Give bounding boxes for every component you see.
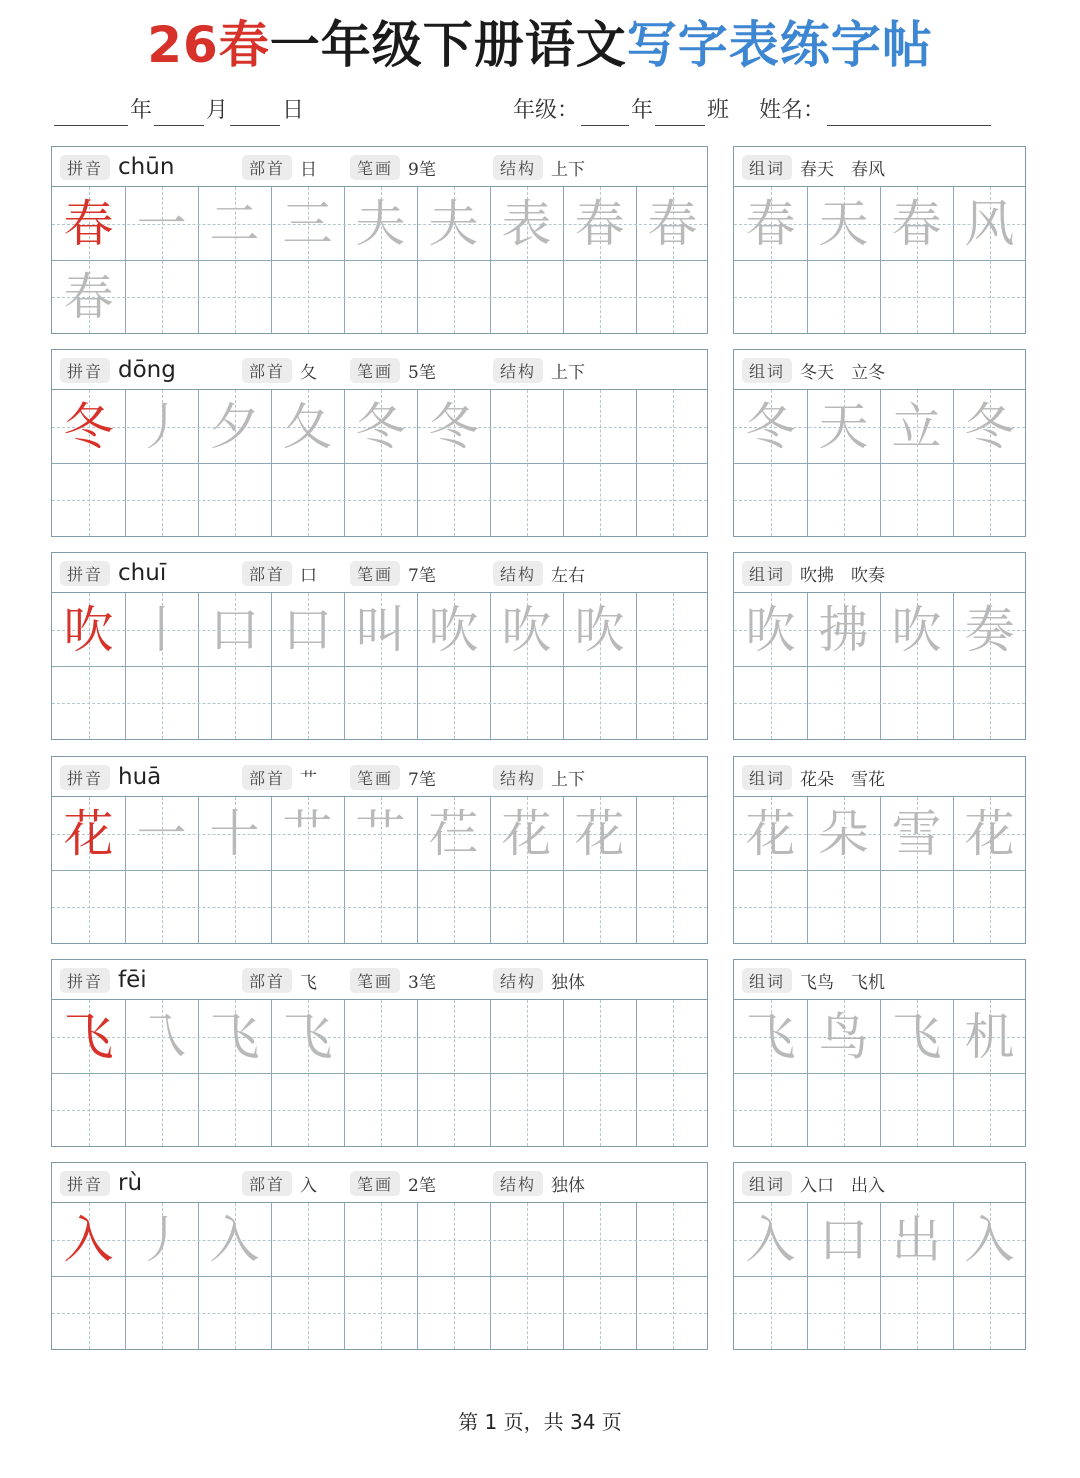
words-label: 组词: [742, 1171, 792, 1196]
grid-guide: [600, 1203, 601, 1349]
stroke-step: 花: [574, 804, 625, 863]
radical-value: 日: [300, 159, 318, 180]
pinyin-value: rù: [118, 1170, 143, 1196]
grid-line: [52, 1073, 707, 1074]
practice-grid: [52, 1203, 707, 1349]
words: [742, 147, 885, 187]
word-character: 雪: [891, 804, 942, 863]
radical-value: 夂: [300, 362, 318, 383]
structure-value: 独体: [551, 1175, 586, 1196]
words-header: [734, 1163, 1025, 1203]
page-footer: 第 1 页，共 34 页: [458, 1410, 622, 1434]
grid-guide: [454, 1203, 455, 1349]
grid-guide: [308, 1203, 309, 1349]
structure-label: 结构: [493, 155, 543, 180]
radical-value: 飞: [300, 972, 318, 993]
stroke-step: 春: [574, 194, 625, 253]
structure-value: 上下: [551, 362, 586, 383]
words: [742, 757, 885, 797]
char-panel-6: [51, 1162, 708, 1350]
grid-guide: [381, 1000, 382, 1146]
stroke-step: 丿: [136, 397, 187, 456]
stroke-step: 十: [209, 804, 260, 863]
radical: [242, 147, 317, 187]
date-line: [52, 96, 304, 126]
strokes: [350, 1163, 436, 1203]
model-character: 春: [63, 194, 114, 253]
char-panel-1: [51, 146, 708, 334]
words-label: 组词: [742, 968, 792, 993]
word-character: 吹: [745, 600, 796, 659]
stroke-step: 夂: [282, 397, 333, 456]
stroke-step: 冬: [355, 397, 406, 456]
words-label: 组词: [742, 561, 792, 586]
grid-line: [52, 463, 707, 464]
pinyin: [60, 960, 147, 1000]
grid-line: [52, 1276, 707, 1277]
grid-guide: [734, 297, 1025, 298]
radical-value: 入: [300, 1175, 318, 1196]
grid-line: [734, 870, 1025, 871]
strokes-value: 7笔: [408, 565, 436, 586]
structure-label: 结构: [493, 968, 543, 993]
stroke-step: 一: [136, 804, 187, 863]
radical-label: 部首: [242, 561, 292, 586]
grid-guide: [454, 1000, 455, 1146]
word-character: 入: [964, 1210, 1015, 1269]
grid-guide: [527, 1000, 528, 1146]
stroke-step: 二: [209, 194, 260, 253]
words-panel-6: [733, 1162, 1026, 1350]
pinyin: [60, 147, 174, 187]
word-character: 飞: [891, 1007, 942, 1066]
stroke-step: 夫: [428, 194, 479, 253]
words-grid: [734, 797, 1025, 943]
pinyin-label: 拼音: [60, 1171, 110, 1196]
grid-guide: [52, 1313, 707, 1314]
radical: [242, 350, 317, 390]
stroke-step: 三: [282, 194, 333, 253]
pinyin: [60, 1163, 142, 1203]
grade-label: 年级：: [513, 98, 580, 123]
words-panel-3: [733, 552, 1026, 740]
stroke-step: 表: [501, 194, 552, 253]
words-panel-1: [733, 146, 1026, 334]
structure-value: 上下: [551, 159, 586, 180]
words-grid: [734, 593, 1025, 739]
grid-guide: [600, 390, 601, 536]
word-character: 立: [891, 397, 942, 456]
stroke-step: 口: [282, 600, 333, 659]
words-label: 组词: [742, 155, 792, 180]
grid-guide: [734, 1313, 1025, 1314]
title-red-part: 26春: [147, 16, 270, 74]
class-unit: 班: [707, 98, 730, 123]
pinyin: [60, 757, 161, 797]
structure-value: 独体: [551, 972, 586, 993]
word-character: 口: [818, 1210, 869, 1269]
pinyin: [60, 350, 176, 390]
grid-guide: [52, 907, 707, 908]
stroke-step: 吹: [501, 600, 552, 659]
pinyin-value: chuī: [118, 560, 167, 586]
grid-guide: [52, 297, 707, 298]
year-label: 年: [130, 98, 153, 123]
word-character: 机: [964, 1007, 1015, 1066]
stroke-step: 叫: [355, 600, 406, 659]
word-character: 冬: [964, 397, 1015, 456]
pinyin-value: dōng: [118, 357, 176, 383]
stroke-step: 艹: [355, 804, 406, 863]
words-value: 春天 春风: [800, 159, 886, 180]
stroke-step: 丿: [136, 1210, 187, 1269]
word-character: 花: [745, 804, 796, 863]
char-header: [52, 147, 707, 187]
radical: [242, 960, 317, 1000]
stroke-step: 飞: [282, 1007, 333, 1066]
model-character: 花: [63, 804, 114, 863]
strokes-value: 5笔: [408, 362, 436, 383]
grid-line: [52, 260, 707, 261]
words-value: 花朵 雪花: [800, 769, 886, 790]
grid-guide: [600, 1000, 601, 1146]
word-character: 出: [891, 1210, 942, 1269]
radical-value: 口: [300, 565, 318, 586]
model-character: 入: [63, 1210, 114, 1269]
radical-value: 艹: [300, 769, 318, 790]
radical: [242, 553, 317, 593]
radical: [242, 757, 317, 797]
strokes-label: 笔画: [350, 358, 400, 383]
stroke-step: 芢: [428, 804, 479, 863]
radical-label: 部首: [242, 1171, 292, 1196]
class-blank[interactable]: [655, 103, 705, 126]
grid-guide: [673, 797, 674, 943]
name-label: 姓名：: [759, 98, 826, 123]
structure: [493, 553, 585, 593]
stroke-step: 艹: [282, 804, 333, 863]
word-character: 冬: [745, 397, 796, 456]
stroke-step: 吹: [428, 600, 479, 659]
practice-grid: [52, 390, 707, 536]
radical-label: 部首: [242, 358, 292, 383]
strokes-value: 7笔: [408, 769, 436, 790]
pinyin-label: 拼音: [60, 968, 110, 993]
words-grid: [734, 390, 1025, 536]
char-header: [52, 757, 707, 797]
grade-unit: 年: [631, 98, 654, 123]
pinyin-label: 拼音: [60, 155, 110, 180]
words-label: 组词: [742, 358, 792, 383]
grid-guide: [52, 1110, 707, 1111]
word-character: 花: [964, 804, 1015, 863]
words: [742, 553, 885, 593]
grid-guide: [734, 703, 1025, 704]
words-value: 冬天 立冬: [800, 362, 886, 383]
words: [742, 960, 885, 1000]
word-character: 天: [818, 397, 869, 456]
grid-guide: [527, 1203, 528, 1349]
word-character: 拂: [818, 600, 869, 659]
radical-label: 部首: [242, 155, 292, 180]
stroke-step: 春: [647, 194, 698, 253]
words: [742, 350, 885, 390]
words-header: [734, 147, 1025, 187]
year-blank[interactable]: [54, 103, 128, 126]
grid-guide: [52, 500, 707, 501]
stroke-step: 吹: [574, 600, 625, 659]
month-label: 月: [206, 98, 229, 123]
structure-value: 左右: [551, 565, 586, 586]
grid-guide: [381, 1203, 382, 1349]
structure: [493, 960, 585, 1000]
words-value: 吹拂 吹奏: [800, 565, 886, 586]
grid-guide: [52, 703, 707, 704]
words-panel-5: [733, 959, 1026, 1147]
practice-grid: [52, 593, 707, 739]
word-character: 奏: [964, 600, 1015, 659]
grid-guide: [673, 593, 674, 739]
structure-value: 上下: [551, 769, 586, 790]
pinyin-label: 拼音: [60, 561, 110, 586]
stroke-step: 口: [209, 600, 260, 659]
words-grid: [734, 187, 1025, 333]
grid-line: [734, 1276, 1025, 1277]
grid-line: [52, 870, 707, 871]
month-blank[interactable]: [154, 103, 204, 126]
words-header: [734, 350, 1025, 390]
pinyin-label: 拼音: [60, 765, 110, 790]
grid-guide: [734, 907, 1025, 908]
structure: [493, 147, 585, 187]
stroke-step: 入: [209, 1210, 260, 1269]
char-header: [52, 350, 707, 390]
structure-label: 结构: [493, 765, 543, 790]
words-grid: [734, 1000, 1025, 1146]
practice-grid: [52, 187, 707, 333]
stroke-step: 夕: [209, 397, 260, 456]
stroke-step: 乁: [136, 1007, 187, 1066]
words-value: 飞鸟 飞机: [800, 972, 886, 993]
stroke-step: 春: [63, 267, 114, 326]
grid-line: [734, 1073, 1025, 1074]
char-panel-4: [51, 756, 708, 944]
strokes-value: 9笔: [408, 159, 436, 180]
char-panel-2: [51, 349, 708, 537]
stroke-step: 飞: [209, 1007, 260, 1066]
words: [742, 1163, 885, 1203]
word-character: 飞: [745, 1007, 796, 1066]
strokes-label: 笔画: [350, 155, 400, 180]
strokes-value: 3笔: [408, 972, 436, 993]
grid-guide: [673, 1000, 674, 1146]
pinyin-value: huā: [118, 764, 162, 790]
stroke-step: 冬: [428, 397, 479, 456]
words-header: [734, 553, 1025, 593]
structure: [493, 757, 585, 797]
stroke-step: 夫: [355, 194, 406, 253]
model-character: 吹: [63, 600, 114, 659]
pinyin-value: chūn: [118, 154, 175, 180]
words-header: [734, 960, 1025, 1000]
char-header: [52, 960, 707, 1000]
strokes-label: 笔画: [350, 968, 400, 993]
grid-line: [52, 666, 707, 667]
word-character: 鸟: [818, 1007, 869, 1066]
words-panel-2: [733, 349, 1026, 537]
grid-line: [734, 463, 1025, 464]
practice-grid: [52, 797, 707, 943]
strokes: [350, 147, 436, 187]
structure: [493, 350, 585, 390]
strokes-label: 笔画: [350, 561, 400, 586]
word-character: 春: [891, 194, 942, 253]
grid-guide: [673, 1203, 674, 1349]
pinyin-label: 拼音: [60, 358, 110, 383]
word-character: 风: [964, 194, 1015, 253]
word-character: 春: [745, 194, 796, 253]
strokes-label: 笔画: [350, 765, 400, 790]
words-value: 入口 出入: [800, 1175, 886, 1196]
word-character: 天: [818, 194, 869, 253]
words-panel-4: [733, 756, 1026, 944]
char-header: [52, 1163, 707, 1203]
page-title: [0, 12, 1080, 78]
name-blank[interactable]: [827, 103, 991, 126]
radical-label: 部首: [242, 765, 292, 790]
grid-guide: [527, 390, 528, 536]
pinyin-value: fēi: [118, 967, 147, 993]
stroke-step: 花: [501, 804, 552, 863]
strokes-label: 笔画: [350, 1171, 400, 1196]
radical: [242, 1163, 317, 1203]
structure-label: 结构: [493, 561, 543, 586]
strokes: [350, 757, 436, 797]
title-blue-part: 写字表练字帖: [626, 16, 933, 74]
stroke-step: 一: [136, 194, 187, 253]
radical-label: 部首: [242, 968, 292, 993]
title-black-part: 一年级下册语文: [269, 16, 627, 74]
structure: [493, 1163, 585, 1203]
grid-line: [734, 260, 1025, 261]
words-header: [734, 757, 1025, 797]
grid-line: [734, 666, 1025, 667]
strokes: [350, 350, 436, 390]
word-character: 朵: [818, 804, 869, 863]
words-label: 组词: [742, 765, 792, 790]
strokes: [350, 553, 436, 593]
grid-guide: [673, 390, 674, 536]
word-character: 入: [745, 1210, 796, 1269]
strokes-value: 2笔: [408, 1175, 436, 1196]
student-line: [513, 96, 993, 126]
pinyin: [60, 553, 166, 593]
structure-label: 结构: [493, 1171, 543, 1196]
char-panel-5: [51, 959, 708, 1147]
model-character: 冬: [63, 397, 114, 456]
grid-guide: [734, 500, 1025, 501]
word-character: 吹: [891, 600, 942, 659]
practice-grid: [52, 1000, 707, 1146]
structure-label: 结构: [493, 358, 543, 383]
model-character: 飞: [63, 1007, 114, 1066]
words-grid: [734, 1203, 1025, 1349]
char-header: [52, 553, 707, 593]
day-label: 日: [282, 98, 305, 123]
char-panel-3: [51, 552, 708, 740]
day-blank[interactable]: [230, 103, 280, 126]
grade-blank[interactable]: [581, 103, 629, 126]
strokes: [350, 960, 436, 1000]
stroke-step: 丨: [136, 600, 187, 659]
grid-guide: [734, 1110, 1025, 1111]
